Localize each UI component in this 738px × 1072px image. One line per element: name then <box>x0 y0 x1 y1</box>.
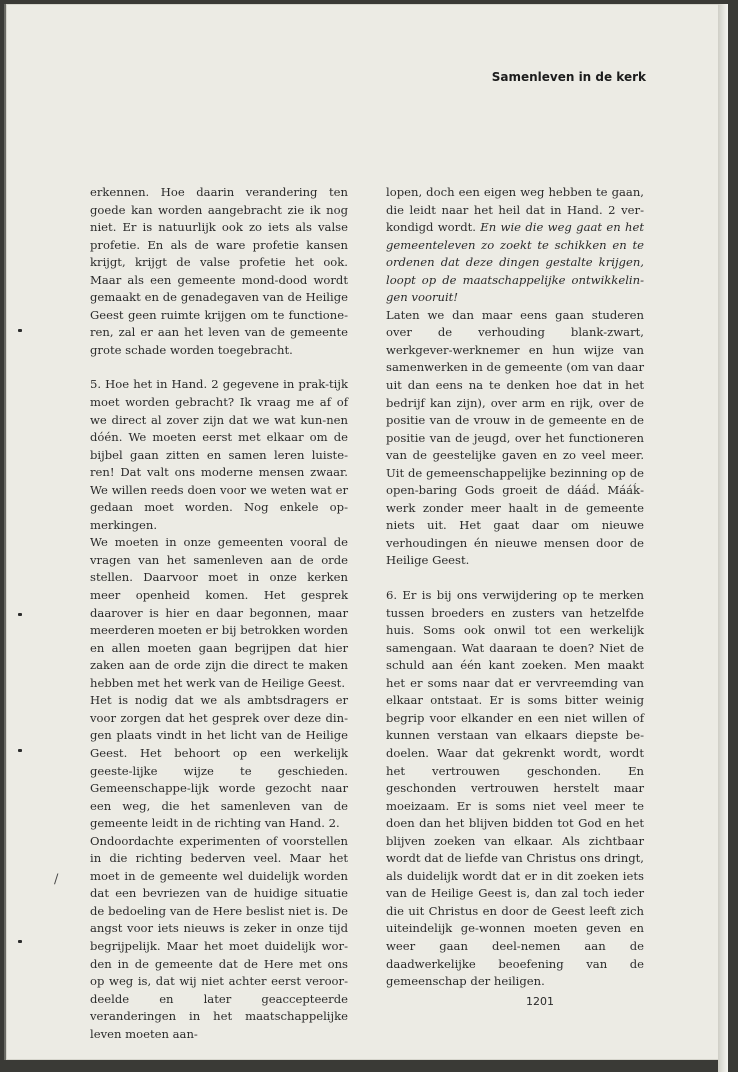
document-page <box>4 4 728 1060</box>
margin-mark <box>18 613 22 616</box>
paragraph: Ondoordachte experimenten of voorstellen in die richting bederven veel. Maar het moet in de gemeente wel duidelijk worden dat een bevriezen van de huidige situatie de bedoeling van de Here beslist niet is. De angst voor iets nieuws is zeker in onze tijd begrijpelijk. Maar het moet duidelijk wor-den in de gemeente dat de Here met ons op weg is, dat wij niet achter eerst veroor-deelde en later geaccepteerde veranderingen in het maatschappelijke leven moeten aan- <box>90 833 348 1041</box>
paragraph <box>386 184 644 307</box>
paragraph-text: lopen, doch een eigen weg hebben te gaan, die leidt naar het heil dat in Hand. 2 ver-kondigd wordt. <box>386 185 644 235</box>
paragraph: Het is nodig dat we als ambtsdragers er voor zorgen dat het gesprek over deze din-gen plaats vindt in het licht van de Heilige Geest. Het behoort op een werkelijk geeste-lijke wijze te geschieden. Gemeenschappe-lijk worde gezocht naar een weg, die het samenleven van de gemeente leidt in de richting van Hand. 2. <box>90 693 348 831</box>
margin-mark <box>18 329 22 332</box>
page-number: 1201 <box>526 995 554 1008</box>
page-edge <box>718 4 728 1072</box>
margin-mark <box>18 940 22 943</box>
right-column <box>386 184 644 991</box>
emphasized-text: En wie die weg gaat en het gemeenteleven zo zoekt te schikken en te ordenen dat deze dingen gestalte krijgen, loopt op de maatschappelijke ontwikkelin-gen vooruit! <box>386 220 645 305</box>
paragraph: erkennen. Hoe daarin verandering ten goede kan worden aangebracht zie ik nog niet. Er is natuurlijk ook zo iets als valse profetie. En als de ware profetie kansen krijgt, krijgt de valse profetie het ook. Maar als een gemeente mond-dood wordt gemaakt en de genadegaven van de Heilige Geest geen ruimte krijgen om te functione-ren, zal er aan het leven van de gemeente grote schade worden toegebracht. <box>90 185 348 357</box>
paragraph: 5. Hoe het in Hand. 2 gegevene in prak-tijk moet worden gebracht? Ik vraag me af of we direct al zover zijn dat we wat kun-nen dóén. We moeten eerst met elkaar om de bijbel gaan zitten en samen leren luiste-ren! Dat valt ons moderne mensen zwaar. We willen reeds doen voor we weten wat er gedaan moet worden. Nog enkele op-merkingen. <box>90 377 348 532</box>
pencil-mark-icon: / <box>54 872 59 887</box>
paragraph: We moeten in onze gemeenten vooral de vragen van het samenleven aan de orde stellen. Daarvoor moet in onze kerken meer openheid komen. Het gesprek daarover is hier en daar begonnen, maar meerderen moeten er bij betrokken worden en allen moeten gaan begrijpen dat hier zaken aan de orde zijn die direct te maken hebben met het werk van de Heilige Geest. <box>90 535 348 690</box>
left-column <box>90 184 348 1043</box>
paragraph: 6. Er is bij ons verwijdering op te merken tussen broeders en zusters van hetzelfde huis. Soms ook onwil tot een werkelijk samengaan. Wat daaraan te doen? Niet de schuld aan één kant zoeken. Men maakt het er soms naar dat er vervreemding van elkaar ontstaat. Er is soms bitter weinig begrip voor elkander en een niet willen of kunnen verstaan van elkaars diepste be-doelen. Waar dat gekrenkt wordt, wordt het vertrouwen geschonden. En geschonden vertrouwen herstelt maar moeizaam. Er is soms niet veel meer te doen dan het blijven bidden tot God en het blijven zoeken van elkaar. Als zichtbaar wordt dat de liefde van Christus ons dringt, als duidelijk wordt dat er in dit zoeken iets van de Heilige Geest is, dan zal toch ieder die uit Christus en door de Geest leeft zich uiteindelijk ge-wonnen moeten geven en weer gaan deel-nemen aan de daadwerkelijke beoefening van de gemeenschap der heiligen. <box>386 588 644 989</box>
paragraph: Laten we dan maar eens gaan studeren over de verhouding blank-zwart, werkgever-werknemer en hun wijze van samenwerken in de gemeente (om van daar uit dan eens na te denken hoe dat in het bedrijf kan zijn), over arm en rijk, over de positie van de vrouw in de gemeente en de positie van de jeugd, over het functioneren van de geestelijke gaven en zo veel meer. Uit de gemeenschappelijke bezinning op de open-baring Gods groeit de dááḋ. Mááḱ-werk zonder meer haalt in de gemeente niets uit. Het gaat daar om nieuwe verhoudingen én nieuwe mensen door de Heilige Geest. <box>386 307 644 568</box>
running-header: Samenleven in de kerk <box>491 70 646 84</box>
margin-mark <box>18 749 22 752</box>
